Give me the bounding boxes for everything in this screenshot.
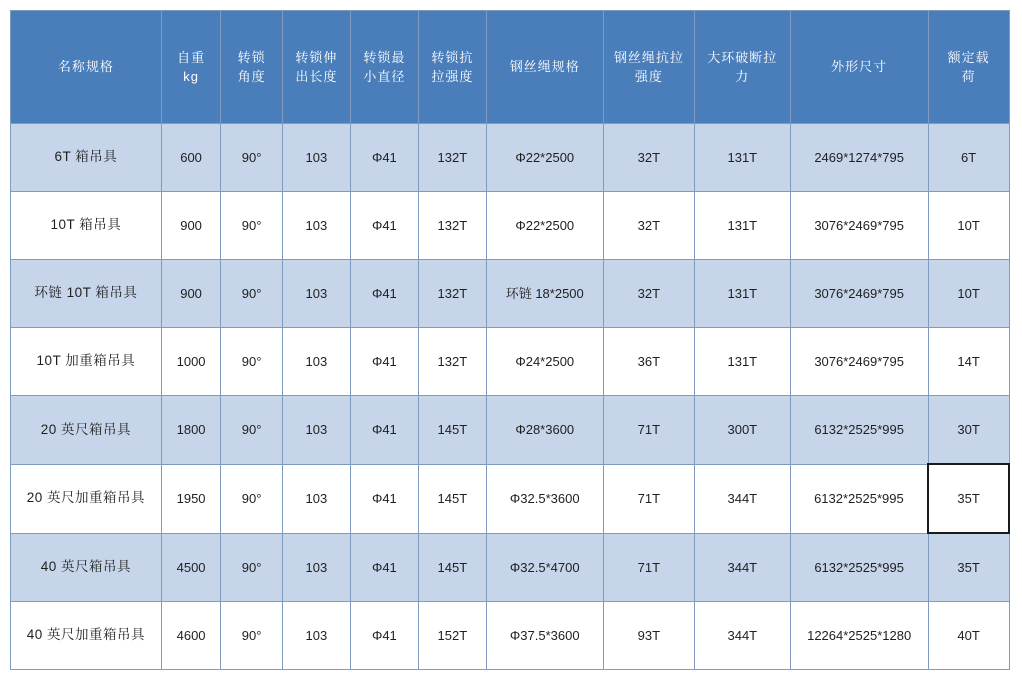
cell-value[interactable]: 103 (282, 533, 350, 602)
cell-value[interactable]: 90° (221, 192, 283, 260)
column-header-line: kg (183, 69, 199, 84)
cell-value[interactable]: 132T (418, 328, 486, 396)
column-header-4[interactable] (350, 11, 418, 124)
cell-value[interactable]: 3076*2469*795 (790, 328, 928, 396)
cell-value[interactable]: 1950 (161, 464, 220, 533)
table-header (11, 11, 1010, 124)
cell-name[interactable]: 20 英尺箱吊具 (11, 396, 162, 465)
cell-value[interactable]: 40T (928, 602, 1009, 670)
cell-value[interactable]: 600 (161, 124, 220, 192)
table-row[interactable] (11, 260, 1010, 328)
cell-value[interactable]: 900 (161, 260, 220, 328)
cell-value[interactable]: 145T (418, 396, 486, 465)
column-header-5[interactable] (418, 11, 486, 124)
cell-value[interactable]: 14T (928, 328, 1009, 396)
cell-value[interactable]: Φ41 (350, 396, 418, 465)
cell-name[interactable]: 40 英尺箱吊具 (11, 533, 162, 602)
column-header-line: 大环破断拉 (707, 49, 778, 65)
column-header-line: 小直径 (363, 69, 406, 84)
cell-value[interactable]: Φ24*2500 (486, 328, 603, 396)
cell-value[interactable]: 4500 (161, 533, 220, 602)
cell-value[interactable]: 6T (928, 124, 1009, 192)
table-row[interactable] (11, 328, 1010, 396)
cell-value[interactable]: 71T (603, 464, 694, 533)
cell-name[interactable]: 40 英尺加重箱吊具 (11, 602, 162, 670)
table-row[interactable] (11, 192, 1010, 260)
cell-name[interactable]: 10T 加重箱吊具 (11, 328, 162, 396)
cell-value[interactable]: Φ28*3600 (486, 396, 603, 465)
cell-value[interactable]: 6132*2525*995 (790, 533, 928, 602)
cell-value[interactable]: 152T (418, 602, 486, 670)
column-header-10[interactable] (928, 11, 1009, 124)
cell-value[interactable]: 103 (282, 192, 350, 260)
column-header-line: 转锁最 (363, 49, 406, 65)
column-header-line: 角度 (237, 69, 266, 84)
cell-value[interactable]: 132T (418, 192, 486, 260)
cell-value[interactable]: Φ41 (350, 464, 418, 533)
cell-value[interactable]: Φ22*2500 (486, 124, 603, 192)
cell-value[interactable]: 36T (603, 328, 694, 396)
cell-value[interactable]: 344T (695, 464, 791, 533)
spreadsheet-sheet (0, 10, 1022, 686)
cell-value[interactable]: Φ41 (350, 328, 418, 396)
cell-value[interactable]: 90° (221, 464, 283, 533)
cell-value[interactable]: 10T (928, 260, 1009, 328)
cell-value[interactable]: Φ37.5*3600 (486, 602, 603, 670)
cell-value[interactable]: 103 (282, 396, 350, 465)
cell-value[interactable]: 3076*2469*795 (790, 260, 928, 328)
column-header-line: 自重 (177, 49, 206, 65)
cell-value[interactable]: 4600 (161, 602, 220, 670)
column-header-9[interactable] (790, 11, 928, 124)
cell-value[interactable]: 90° (221, 396, 283, 465)
cell-value[interactable]: 12264*2525*1280 (790, 602, 928, 670)
cell-value[interactable]: 90° (221, 260, 283, 328)
cell-value[interactable]: 103 (282, 464, 350, 533)
column-header-line: 力 (735, 69, 750, 84)
cell-value[interactable]: 131T (695, 328, 791, 396)
cell-name[interactable]: 10T 箱吊具 (11, 192, 162, 260)
column-header-line: 荷 (961, 69, 976, 84)
cell-value[interactable]: Φ22*2500 (486, 192, 603, 260)
cell-value[interactable]: 131T (695, 260, 791, 328)
cell-value[interactable]: 1800 (161, 396, 220, 465)
column-header-line: 名称规格 (57, 59, 114, 75)
cell-value[interactable]: 35T (928, 533, 1009, 602)
column-header-line: 钢丝绳规格 (509, 59, 580, 75)
cell-value[interactable]: 900 (161, 192, 220, 260)
table-row[interactable] (11, 602, 1010, 670)
cell-value[interactable]: Φ41 (350, 192, 418, 260)
cell-value[interactable]: 300T (695, 396, 791, 465)
column-header-line: 转锁伸 (295, 49, 338, 65)
cell-value[interactable]: 344T (695, 602, 791, 670)
cell-value[interactable]: 344T (695, 533, 791, 602)
column-header-8[interactable] (695, 11, 791, 124)
cell-value[interactable]: 3076*2469*795 (790, 192, 928, 260)
cell-value[interactable]: 6132*2525*995 (790, 396, 928, 465)
cell-value[interactable]: 90° (221, 533, 283, 602)
cell-value-selected[interactable]: 35T (928, 464, 1009, 533)
cell-name[interactable]: 环链 10T 箱吊具 (11, 260, 162, 328)
cell-value[interactable]: 131T (695, 124, 791, 192)
column-header-3[interactable] (282, 11, 350, 124)
cell-value[interactable]: 10T (928, 192, 1009, 260)
column-header-1[interactable] (161, 11, 220, 124)
table-body (11, 124, 1010, 670)
column-header-line: 出长度 (295, 69, 338, 84)
cell-value[interactable]: 103 (282, 602, 350, 670)
specification-table (10, 10, 1010, 670)
column-header-line: 钢丝绳抗拉 (613, 49, 684, 65)
cell-value[interactable]: 32T (603, 192, 694, 260)
cell-value[interactable]: Φ41 (350, 260, 418, 328)
cell-name[interactable]: 20 英尺加重箱吊具 (11, 464, 162, 533)
cell-name[interactable]: 6T 箱吊具 (11, 124, 162, 192)
cell-value[interactable]: 90° (221, 602, 283, 670)
column-header-6[interactable] (486, 11, 603, 124)
cell-value[interactable]: 32T (603, 260, 694, 328)
cell-value[interactable]: 30T (928, 396, 1009, 465)
column-header-0[interactable] (11, 11, 162, 124)
column-header-line: 强度 (634, 69, 663, 84)
cell-value[interactable]: 103 (282, 328, 350, 396)
table-row[interactable] (11, 464, 1010, 533)
cell-value[interactable]: 71T (603, 533, 694, 602)
cell-value[interactable]: 90° (221, 124, 283, 192)
cell-value[interactable]: 1000 (161, 328, 220, 396)
cell-value[interactable]: Φ41 (350, 602, 418, 670)
cell-value[interactable]: 103 (282, 260, 350, 328)
table-row[interactable] (11, 124, 1010, 192)
column-header-line: 拉强度 (431, 69, 474, 84)
cell-value[interactable]: 6132*2525*995 (790, 464, 928, 533)
column-header-line: 转锁 (237, 49, 266, 65)
cell-value[interactable]: 32T (603, 124, 694, 192)
cell-value[interactable]: 环链 18*2500 (486, 260, 603, 328)
column-header-line: 额定载 (947, 49, 990, 65)
table-row[interactable] (11, 533, 1010, 602)
cell-value[interactable]: 145T (418, 464, 486, 533)
column-header-2[interactable] (221, 11, 283, 124)
cell-value[interactable]: 71T (603, 396, 694, 465)
cell-value[interactable]: 90° (221, 328, 283, 396)
cell-value[interactable]: 103 (282, 124, 350, 192)
column-header-line: 外形尺寸 (831, 59, 888, 75)
cell-value[interactable]: 132T (418, 124, 486, 192)
table-row[interactable] (11, 396, 1010, 465)
cell-value[interactable]: 131T (695, 192, 791, 260)
cell-value[interactable]: 93T (603, 602, 694, 670)
cell-value[interactable]: Φ32.5*4700 (486, 533, 603, 602)
cell-value[interactable]: Φ32.5*3600 (486, 464, 603, 533)
column-header-line: 转锁抗 (431, 49, 474, 65)
cell-value[interactable]: 145T (418, 533, 486, 602)
cell-value[interactable]: Φ41 (350, 533, 418, 602)
cell-value[interactable]: Φ41 (350, 124, 418, 192)
cell-value[interactable]: 2469*1274*795 (790, 124, 928, 192)
cell-value[interactable]: 132T (418, 260, 486, 328)
column-header-7[interactable] (603, 11, 694, 124)
header-row (11, 11, 1010, 124)
